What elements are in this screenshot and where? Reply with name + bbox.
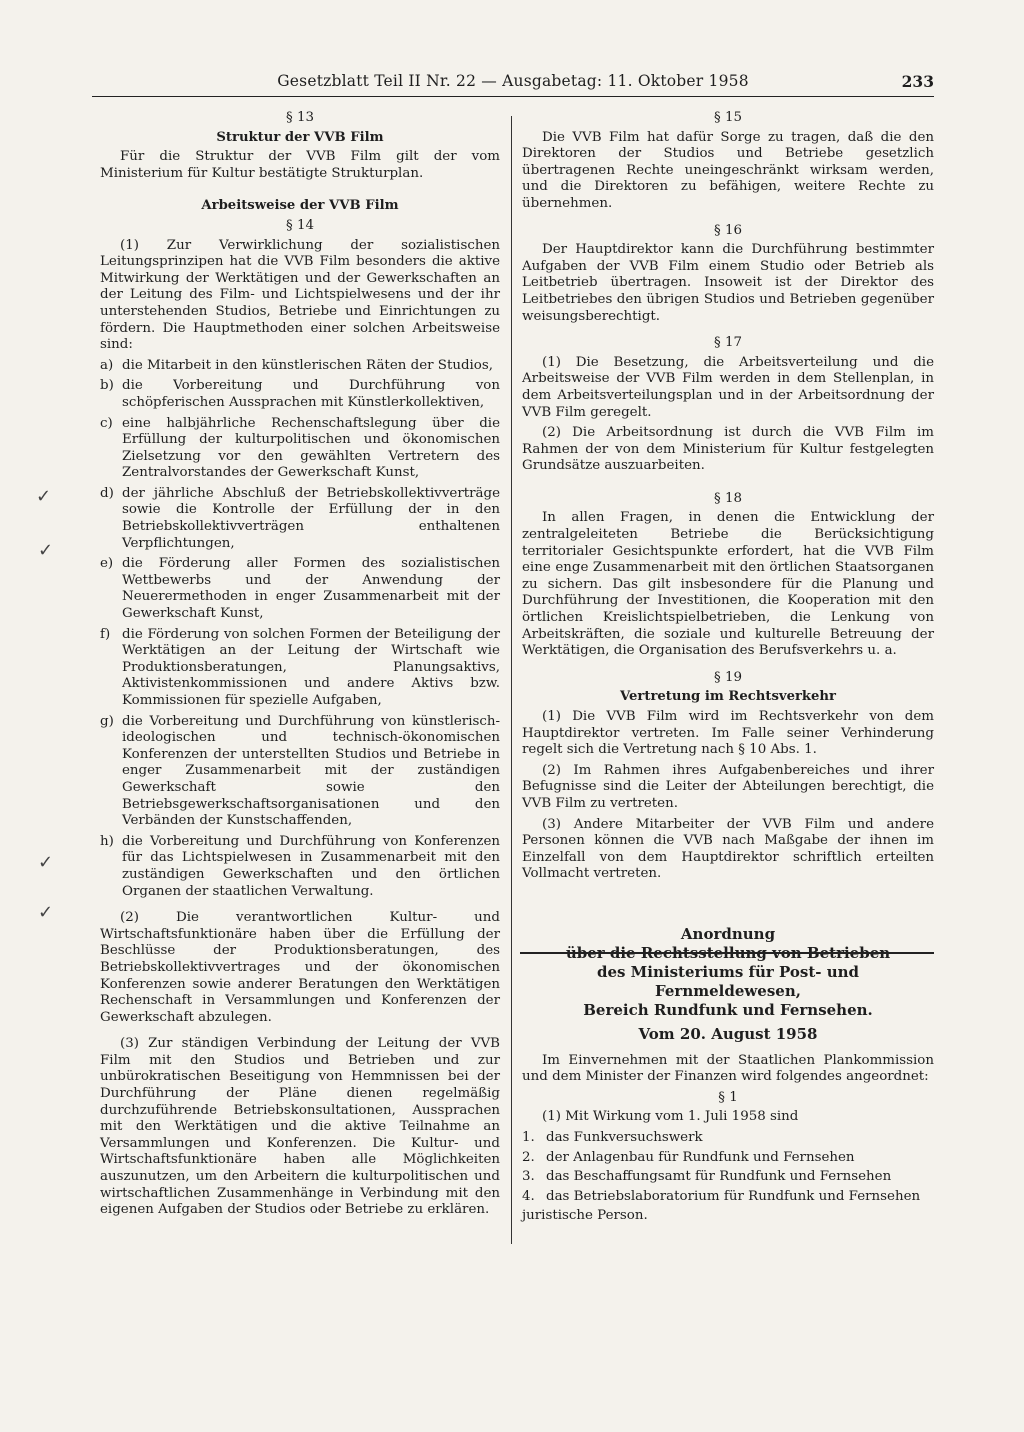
list-item: [100, 416, 500, 482]
section-number: § 13: [286, 110, 314, 125]
list-label: 4.: [522, 1188, 535, 1204]
paragraph: (1) Zur Verwirklichung der sozialistischen Leitungsprinzipen hat die VVB Film besonders die aktive Mitwirkung der Werktätigen und der Gewerkschaften an der Leitung des Film- und Lichtspielwesens und der ihr unterstehenden Studios, Betriebe und Einrichtungen zu fördern. Die Hauptmethoden einer solchen Arbeitsweise sind:: [100, 237, 500, 353]
header-title: Gesetzblatt Teil II Nr. 22 — Ausgabetag: 11. Oktober 1958: [277, 72, 749, 90]
list-item: [100, 714, 500, 830]
left-column: [100, 110, 500, 1223]
section-heading: Arbeitsweise der VVB Film: [201, 198, 399, 214]
paragraph: (2) Die verantwortlichen Kultur- und Wirtschaftsfunktionäre haben über die Erfüllung der Beschlüsse der Produktionsberatungen, des Betriebskollektivvertrages und der ökonomischen Konferenzen sowie anderer Beratungen den Werktätigen Rechenschaft in Versammlungen und Konferenzen der Gewerkschaft abzulegen.: [100, 910, 500, 1025]
list-label: e): [100, 556, 114, 572]
list-label: c): [100, 415, 113, 431]
list-text: die Förderung aller Formen des sozialistischen Wettbewerbs und der Anwendung der Neuerermethoden in enger Zusammenarbeit mit der Gewerkschaft Kunst,: [122, 556, 500, 622]
page-header: [92, 72, 934, 97]
anordnung-title-line: Anordnung: [680, 924, 776, 943]
list-item: [100, 358, 500, 375]
list-label: f): [100, 626, 111, 642]
list-text: das Funkversuchswerk: [546, 1129, 703, 1145]
anordnung-title: [522, 925, 934, 1020]
anordnung-title-line: des Ministeriums für Post- und Fernmeldewesen,: [596, 962, 860, 1000]
list-text: die Förderung von solchen Formen der Beteiligung der Werktätigen an der Leitung der Wirtschaft wie Produktionsberatungen, Planungsaktivs, Aktivistenkommissionen und andere Aktivs bzw. Kommissionen für spezielle Aufgaben,: [122, 626, 500, 708]
right-column: [522, 110, 934, 1229]
paragraph: (2) Die Arbeitsordnung ist durch die VVB Film im Rahmen der von dem Ministerium für Kultur festgelegten Grundsätze auszuarbeiten.: [522, 425, 934, 474]
list-label: d): [100, 485, 114, 501]
list-item: [522, 1169, 934, 1186]
paragraph: In allen Fragen, in denen die Entwicklung der zentralgeleiteten Betriebe die Berücksichtigung territorialer Gesichtspunkte erfordert, hat die VVB Film eine enge Zusammenarbeit mit den örtlichen Staatsorganen zu sichern. Das gilt insbesondere für die Planung und Durchführung der Investitionen, die Kooperation mit den örtlichen Kreislichtspielbetrieben, die Lenkung von Arbeitskräften, die soziale und kulturelle Betreuung der Werktätigen, die Organisation des Berufsverkehrs u. a.: [522, 510, 934, 659]
paragraph: juristische Person.: [522, 1208, 648, 1224]
paragraph: (1) Mit Wirkung vom 1. Juli 1958 sind: [542, 1109, 799, 1125]
margin-check-mark: ✓: [38, 902, 54, 923]
list-item: [100, 834, 500, 900]
section-rule: [520, 952, 934, 954]
margin-check-mark: ✓: [38, 540, 54, 561]
paragraph: (3) Andere Mitarbeiter der VVB Film und andere Personen können die VVB nach Maßgabe der ihnen im Einzelfall von dem Hauptdirektor schriftlich erteilten Vollmacht vertreten.: [522, 816, 934, 882]
list-text: der Anlagenbau für Rundfunk und Fernsehen: [546, 1149, 855, 1165]
list-label: g): [100, 713, 114, 729]
anordnung-title-line: über die Rechtsstellung von Betrieben: [565, 943, 891, 962]
section-number: § 19: [714, 669, 742, 685]
list-text: das Betriebslaboratorium für Rundfunk und Fernsehen: [546, 1188, 921, 1204]
paragraph: Im Einvernehmen mit der Staatlichen Plankommission und dem Minister der Finanzen wird folgendes angeordnet:: [522, 1052, 934, 1085]
paragraph: (1) Die VVB Film wird im Rechtsverkehr von dem Hauptdirektor vertreten. Im Falle seiner Verhinderung regelt sich die Vertretung nach § 10 Abs. 1.: [522, 709, 934, 758]
section-number: § 18: [714, 490, 742, 506]
list-label: a): [100, 357, 114, 373]
list-label: h): [100, 833, 114, 849]
list-text: eine halbjährliche Rechenschaftslegung über die Erfüllung der kulturpolitischen und ökonomischen Zielsetzung vor den gewählten Vertretern des Zentralvorstandes der Gewerkschaft Kunst,: [122, 415, 500, 481]
list-text: die Vorbereitung und Durchführung von künstlerisch-ideologischen und technisch-ökonomischen Konferenzen der unterstellten Studios und Betriebe in enger Zusammenarbeit mit der zuständigen Gewerkschaft sowie den Betriebsgewerkschaftsorganisationen und den Verbänden der Kunstschaffenden,: [122, 713, 500, 829]
list-label: 3.: [522, 1169, 535, 1185]
list-item: [522, 1130, 934, 1147]
column-divider: [511, 116, 512, 1244]
section-number: § 16: [714, 222, 742, 238]
list-item: [522, 1189, 934, 1206]
list-text: das Beschaffungsamt für Rundfunk und Fernsehen: [546, 1169, 892, 1185]
anordnung-title-line: Bereich Rundfunk und Fernsehen.: [583, 1000, 873, 1019]
section-heading: Vertretung im Rechtsverkehr: [620, 689, 836, 705]
list-text: der jährliche Abschluß der Betriebskollektivverträge sowie die Kontrolle der Erfüllung der in den Betriebskollektivverträgen enthaltenen Verpflichtungen,: [122, 485, 500, 551]
section-number: § 15: [714, 110, 742, 125]
paragraph: Der Hauptdirektor kann die Durchführung bestimmter Aufgaben der VVB Film einem Studio oder Betrieb als Leitbetrieb übertragen. Insoweit ist der Direktor des Leitbetriebes den übrigen Studios und Betrieben gegenüber weisungsberechtigt.: [522, 242, 934, 324]
page-number: 233: [901, 72, 934, 91]
section-number: § 1: [718, 1089, 738, 1105]
list-item: [522, 1150, 934, 1167]
paragraph: (2) Im Rahmen ihres Aufgabenbereiches und ihrer Befugnisse sind die Leiter der Abteilungen berechtigt, die VVB Film zu vertreten.: [522, 762, 934, 811]
paragraph: Die VVB Film hat dafür Sorge zu tragen, daß die den Direktoren der Studios und Betriebe gesetzlich übertragenen Rechte uneingeschränkt wirksam werden, und die Direktoren zu befähigen, weitere Rechte zu übernehmen.: [522, 129, 934, 211]
list-text: die Mitarbeit in den künstlerischen Räten der Studios,: [122, 357, 493, 373]
section-number: § 14: [286, 217, 314, 233]
list-label: 1.: [522, 1129, 535, 1145]
margin-check-mark: ✓: [36, 486, 52, 507]
paragraph: (3) Zur ständigen Verbindung der Leitung der VVB Film mit den Studios und Betrieben und zur unbürokratischen Beseitigung von Hemmnissen bei der Durchführung der Pläne dienen regelmäßig durchzuführende Betriebskonsultationen, Aussprachen mit den Werktätigen und die aktive Teilnahme an Versammlungen und Konferenzen. Die Kultur- und Wirtschaftsfunktionäre haben alle Möglichkeiten auszunutzen, um den Arbeitern die kulturpolitischen und wirtschaftlichen Zusammenhänge in Verbindung mit den eigenen Aufgaben der Studios oder Betriebe zu erklären.: [100, 1036, 500, 1218]
list-text: die Vorbereitung und Durchführung von Konferenzen für das Lichtspielwesen in Zusammenarbeit mit den zuständigen Gewerkschaften und den örtlichen Organen der staatlichen Verwaltung.: [122, 833, 500, 899]
margin-check-mark: ✓: [38, 852, 54, 873]
list-label: 2.: [522, 1149, 535, 1165]
list-text: die Vorbereitung und Durchführung von schöpferischen Aussprachen mit Künstlerkollektiven,: [122, 378, 500, 410]
section-heading: Struktur der VVB Film: [216, 129, 384, 145]
list-item: [100, 627, 500, 710]
anordnung-date: Vom 20. August 1958: [638, 1024, 818, 1043]
list-label: b): [100, 378, 114, 394]
list-item: [100, 378, 500, 411]
section-number: § 17: [714, 335, 742, 351]
paragraph: (1) Die Besetzung, die Arbeitsverteilung und die Arbeitsweise der VVB Film werden in dem Stellenplan, in dem Arbeitsverteilungsplan und in der Arbeitsordnung der VVB Film geregelt.: [522, 354, 934, 420]
list-item: [100, 486, 500, 552]
paragraph: Für die Struktur der VVB Film gilt der vom Ministerium für Kultur bestätigte Strukturplan.: [100, 149, 500, 181]
list-item: [100, 556, 500, 622]
